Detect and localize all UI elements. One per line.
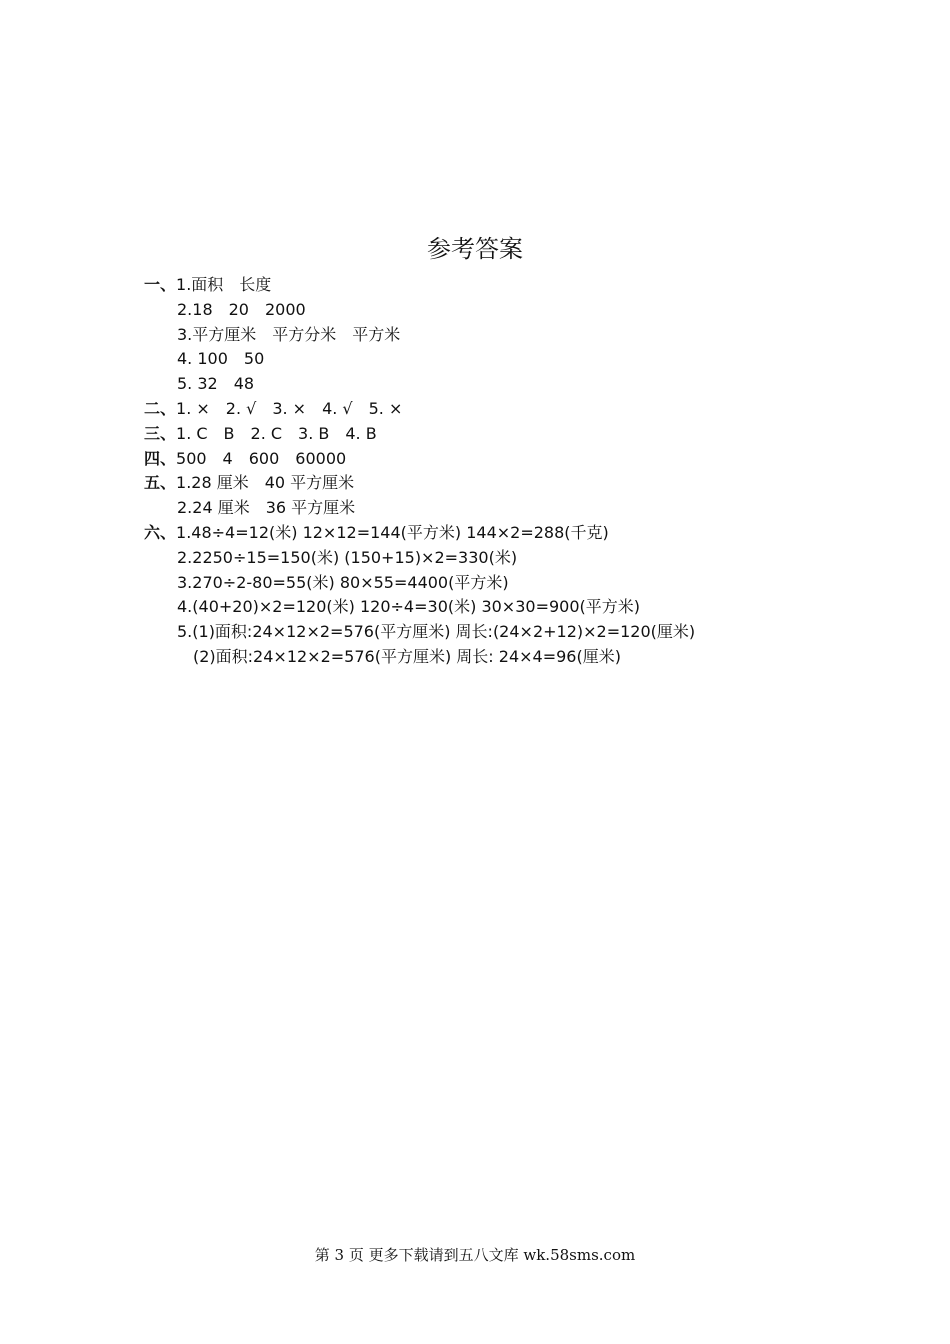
answer-text: 500 4 600 60000 — [176, 448, 347, 468]
answer-line — [144, 372, 904, 397]
answer-text: 4. 100 50 — [177, 349, 265, 369]
section-number: 六、 — [144, 522, 177, 542]
answer-text: 4.(40+20)×2=120(米) 120÷4=30(米) 30×30=900(平方米) — [177, 597, 640, 617]
answer-line — [144, 645, 904, 670]
section-number: 三、 — [144, 423, 177, 443]
section-number: 四、 — [144, 448, 177, 468]
answer-text: 1.28 厘米 40 平方厘米 — [176, 473, 355, 493]
answer-text: 2.2250÷15=150(米) (150+15)×2=330(米) — [177, 547, 518, 567]
answer-text: 1.面积 长度 — [176, 275, 272, 294]
answer-text: 3.270÷2-80=55(米) 80×55=4400(平方米) — [177, 572, 509, 592]
answer-text: 3.平方厘米 平方分米 平方米 — [177, 324, 401, 344]
page-footer: 第 3 页 更多下载请到五八文库 wk.58sms.com — [314, 1246, 636, 1264]
section-number: 二、 — [144, 398, 177, 418]
answer-line — [144, 571, 904, 596]
answer-text: 2.18 20 2000 — [177, 299, 306, 319]
answer-text: (2)面积:24×12×2=576(平方厘米) 周长: 24×4=96(厘米) — [193, 646, 621, 666]
answer-line — [144, 298, 904, 323]
answer-text: 5. 32 48 — [177, 374, 255, 394]
answer-line — [144, 546, 904, 571]
answer-line — [144, 447, 904, 472]
section-number: 五、 — [144, 473, 177, 493]
answer-line — [144, 496, 904, 521]
answer-line — [144, 273, 904, 298]
section-number: 一、 — [144, 275, 177, 294]
page-title: 参考答案 — [427, 235, 523, 263]
answer-line — [144, 471, 904, 496]
answer-line — [144, 323, 904, 348]
answer-line — [144, 397, 904, 422]
answer-text: 1.48÷4=12(米) 12×12=144(平方米) 144×2=288(千克) — [176, 522, 609, 542]
answer-text: 1. C B 2. C 3. B 4. B — [176, 423, 377, 443]
answer-line — [144, 422, 904, 447]
answer-line — [144, 347, 904, 372]
answer-text: 5.(1)面积:24×12×2=576(平方厘米) 周长:(24×2+12)×2=120(厘米) — [177, 622, 696, 642]
answer-line — [144, 620, 904, 645]
answer-line — [144, 521, 904, 546]
answer-line — [144, 595, 904, 620]
answer-text: 1. × 2. √ 3. × 4. √ 5. × — [176, 398, 403, 418]
answer-list — [144, 273, 904, 670]
answer-text: 2.24 厘米 36 平方厘米 — [177, 498, 356, 518]
